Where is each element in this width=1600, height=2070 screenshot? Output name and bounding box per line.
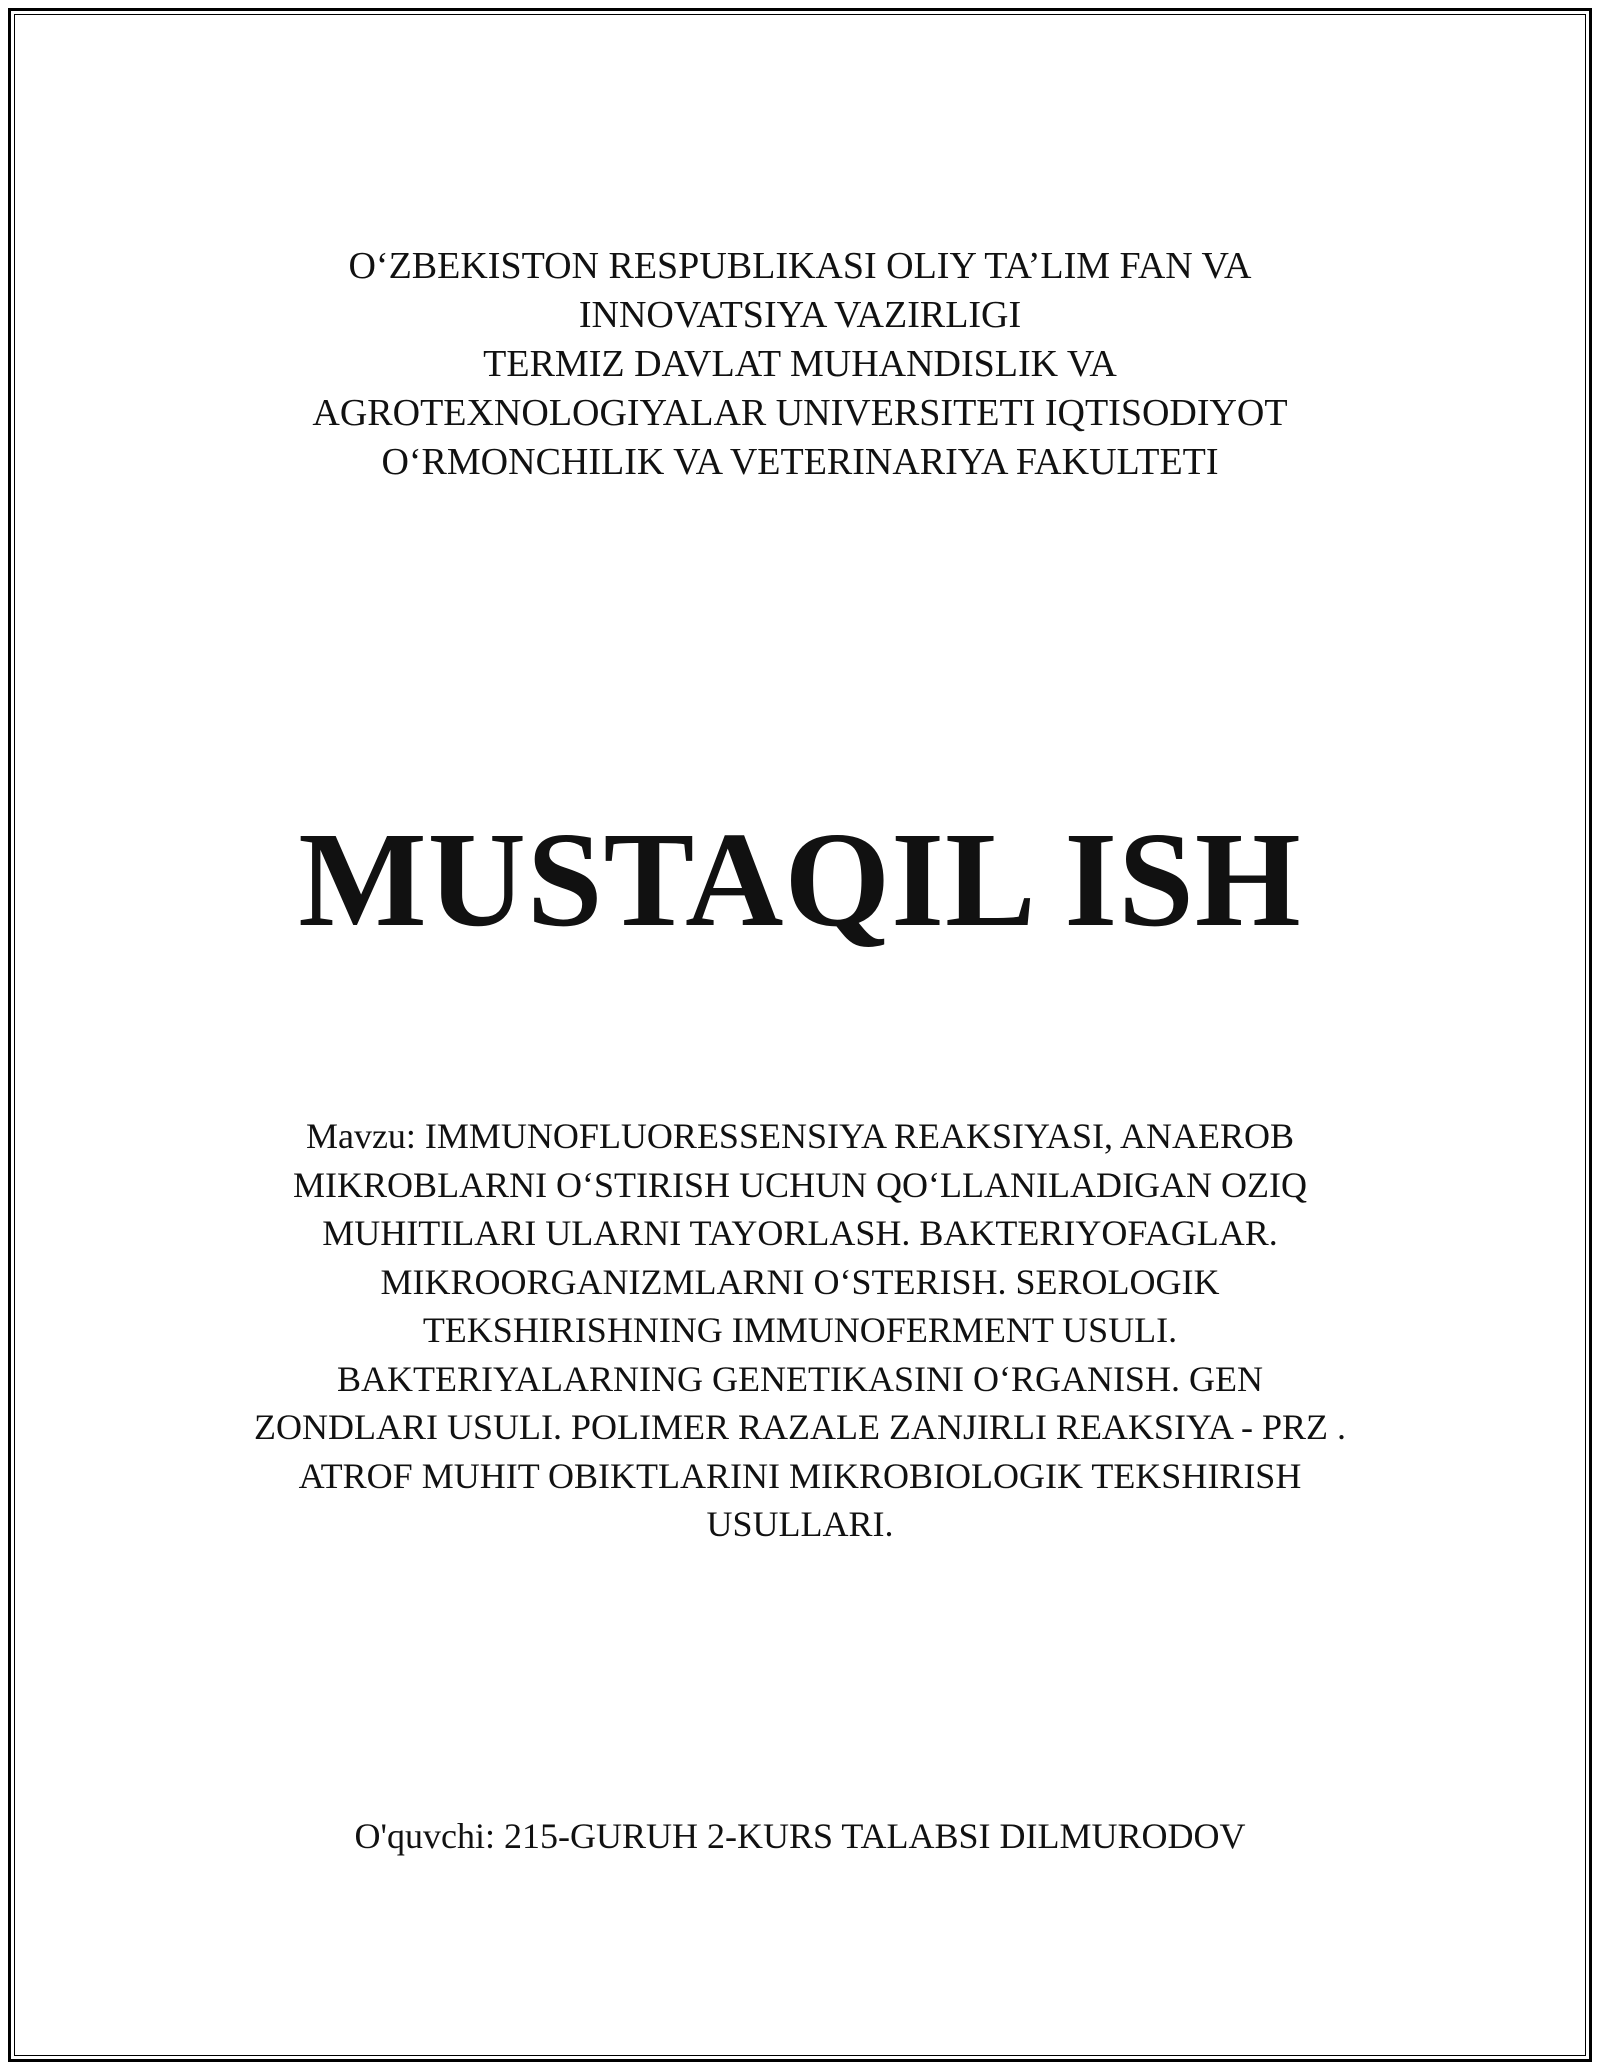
topic-line: TEKSHIRISHNING IMMUNOFERMENT USULI. — [422, 1310, 1178, 1350]
topic-block — [0, 1112, 1600, 1549]
topic-line: ZONDLARI USULI. POLIMER RAZALE ZANJIRLI REAKSIYA - PRZ . — [254, 1407, 1346, 1447]
header-line: INNOVATSIYA VAZIRLIGI — [578, 294, 1022, 336]
institution-header — [0, 242, 1600, 487]
topic-line: BAKTERIYALARNING GENETIKASINI O‘RGANISH. GEN — [337, 1358, 1263, 1399]
header-line: TERMIZ DAVLAT MUHANDISLIK VA — [483, 343, 1117, 385]
topic-line: MIKROBLARNI O‘STIRISH UCHUN QO‘LLANILADIGAN OZIQ — [293, 1164, 1307, 1205]
topic-line: MIKROORGANIZMLARNI O‘STERISH. SEROLOGIK — [380, 1261, 1220, 1302]
header-line: AGROTEXNOLOGIYALAR UNIVERSITETI IQTISODIYOT — [312, 392, 1288, 434]
topic-line: ATROF MUHIT OBIKTLARINI MIKROBIOLOGIK TEKSHIRISH — [298, 1455, 1302, 1496]
document-title: MUSTAQIL ISH — [298, 805, 1302, 955]
topic-line: Mavzu: IMMUNOFLUORESSENSIYA REAKSIYASI, ANAEROB — [305, 1116, 1295, 1156]
topic-line: MUHITILARI ULARNI TAYORLASH. BAKTERIYOFAGLAR. — [322, 1213, 1278, 1253]
topic-line: USULLARI. — [706, 1504, 894, 1544]
student-info: O'quvchi: 215-GURUH 2-KURS TALABSI DILMURODOV — [354, 1816, 1246, 1856]
header-line: O‘RMONCHILIK VA VETERINARIYA FAKULTETI — [381, 441, 1219, 483]
header-line: O‘ZBEKISTON RESPUBLIKASI OLIY TA’LIM FAN VA — [348, 245, 1252, 287]
